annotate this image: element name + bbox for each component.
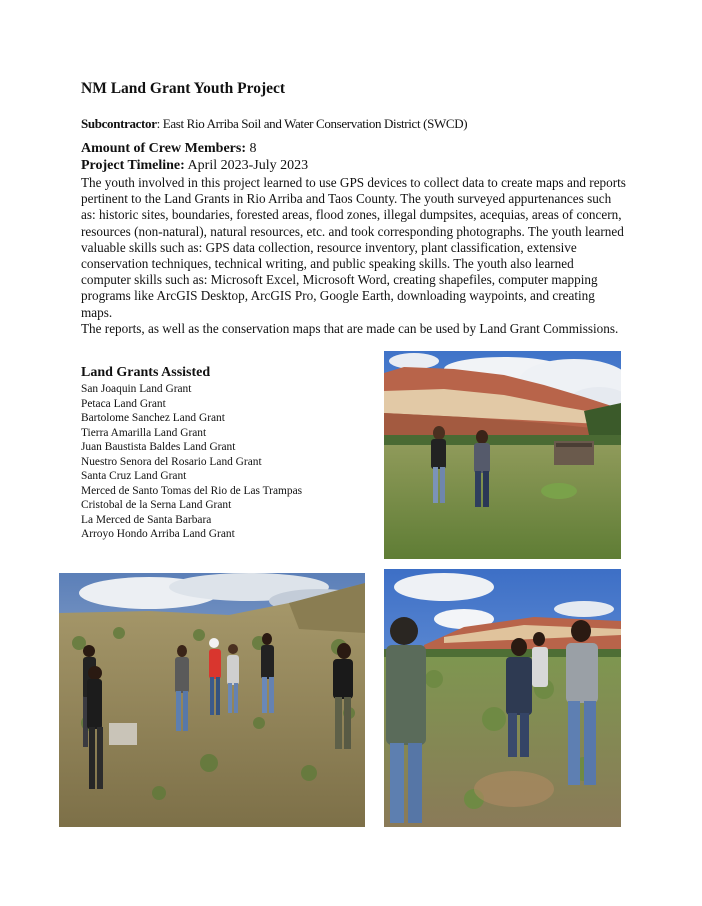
list-item: Cristobal de la Serna Land Grant xyxy=(81,499,232,511)
reports-note: The reports, as well as the conservation maps that are made can be used by Land Grant Commissions. xyxy=(81,320,619,336)
timeline-label: Project Timeline: xyxy=(81,158,185,173)
crew-members-line xyxy=(81,141,256,157)
crew-label: Amount of Crew Members: xyxy=(81,141,246,156)
list-item: Petaca Land Grant xyxy=(81,397,166,410)
list-item: Arroyo Hondo Arriba Land Grant xyxy=(81,528,235,540)
subcontractor-value: : East Rio Arriba Soil and Water Conservation District (SWCD) xyxy=(156,116,468,131)
crew-value: 8 xyxy=(249,141,257,156)
field-photo-group-hillside xyxy=(59,573,365,827)
subcontractor-line xyxy=(81,116,467,132)
photo-illustration xyxy=(384,351,621,559)
list-item: Santa Cruz Land Grant xyxy=(81,470,187,482)
subcontractor-label: Subcontractor xyxy=(81,116,157,131)
field-photo-mesa-walk xyxy=(384,351,621,559)
list-item: Juan Baustista Baldes Land Grant xyxy=(81,441,236,453)
photo-illustration xyxy=(59,573,365,827)
list-item: Tierra Amarilla Land Grant xyxy=(81,426,207,439)
description-paragraph: The youth involved in this project learned to use GPS devices to collect data to create maps and reports pertinent to the Land Grants in Rio Arriba and Taos County. The youth surveyed appurtenances such as: historic sites, boundaries, forested areas, flood zones, illegal dumpsites, acequias, areas of concern, resources (non-natural), natural resources, etc. and took corresponding photographs. The youth learned valuable skills such as: GPS data collection, resource inventory, plant classification, extensive conservation techniques, technical writing, and public speaking skills. The youth also learned computer skills such as: Microsoft Excel, Microsoft Word, creating shapefiles, computer mapping programs like ArcGIS Desktop, ArcGIS Pro, Google Earth, downloading waypoints, and creating maps. xyxy=(81,175,626,320)
field-photo-brush-survey xyxy=(384,569,621,827)
list-item: San Joaquin Land Grant xyxy=(81,383,192,395)
page-title: NM Land Grant Youth Project xyxy=(81,80,286,97)
photo-illustration xyxy=(384,569,621,827)
land-grants-heading: Land Grants Assisted xyxy=(81,365,211,380)
project-description xyxy=(81,175,626,337)
timeline-value: April 2023-July 2023 xyxy=(187,158,309,173)
list-item: La Merced de Santa Barbara xyxy=(81,513,212,526)
list-item: Nuestro Senora del Rosario Land Grant xyxy=(81,455,262,468)
list-item: Merced de Santo Tomas del Rio de Las Trampas xyxy=(81,484,303,497)
list-item: Bartolome Sanchez Land Grant xyxy=(81,412,225,424)
timeline-line xyxy=(81,158,308,174)
land-grants-list xyxy=(81,382,302,542)
